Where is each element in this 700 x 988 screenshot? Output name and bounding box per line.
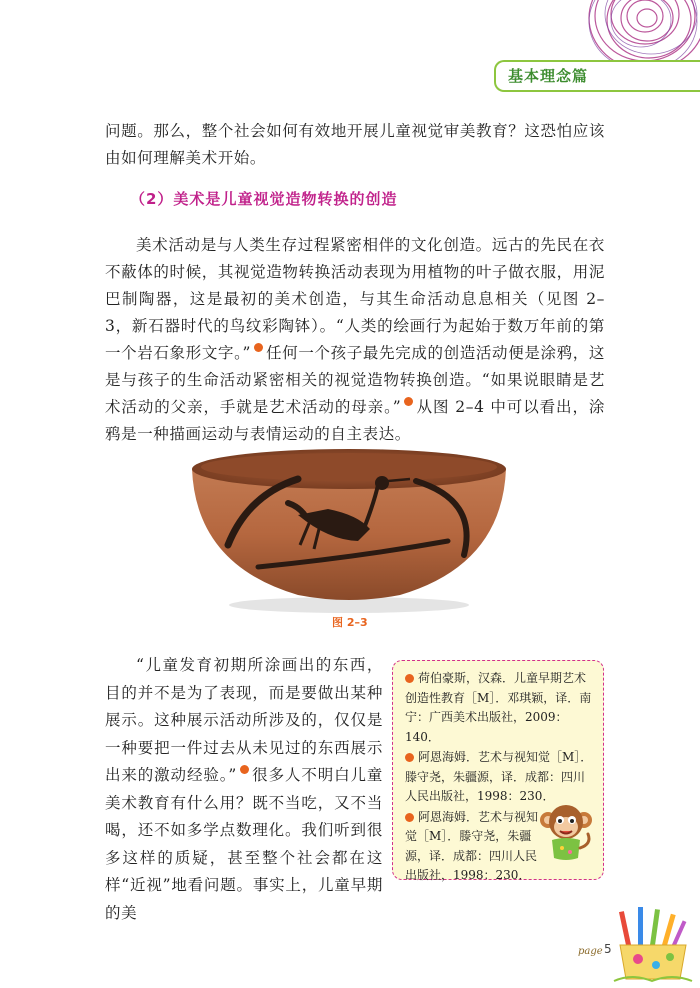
figure-caption: 图 2–3 [332,616,368,629]
footnote-text: 阿恩海姆．艺术与视知觉［M］．滕守尧，朱疆源，译．成都：四川人民出版社，1998：230． [405,809,539,882]
footnote-marker-icon [240,765,249,774]
footnote-marker-icon [254,343,263,352]
footnote-text: 阿恩海姆．艺术与视知觉［M］．滕守尧，朱疆源，译．成都：四川人民出版社，1998：230． [405,750,593,803]
monkey-mascot-icon [538,800,594,864]
paragraph-3-part-2: 很多人不明白儿童美术教育有什么用？既不当吃，又不当喝，还不如多学点数理化。我们听到很多这样的质疑，甚至整个社会都在这样“近视”地看问题。事实上，儿童早期的美 [105,766,383,922]
paragraph-2 [105,232,605,448]
paragraph-3 [105,652,383,927]
footnote-item [405,748,595,807]
paragraph-3-part-1: “儿童发育初期所涂画出的东西，目的并不是为了表现，而是要做出某种展示。这种展示活动所涉及的，仅仅是一种要把一件过去从未见过的东西展示出来的激动经验。” [105,656,383,784]
page-label: page [578,946,603,957]
pottery-bowl-image [188,445,510,620]
section-label: 基本理念篇 [508,67,589,85]
paragraph-2-part-3: 从图 2–4 中可以看出，涂鸦是一种描画运动与表情运动的自主表达。 [105,398,605,443]
footnote-marker-icon [405,813,414,822]
page-number: 5 [604,942,612,956]
footnote-text: 荷伯豪斯，汉森．儿童早期艺术创造性教育［M］．邓琪颖，译．南宁：广西美术出版社，2009：140． [405,671,592,744]
paragraph-2-part-1: 美术活动是与人类生存过程紧密相伴的文化创造。远古的先民在衣不蔽体的时候，其视觉造物转换活动表现为用植物的叶子做衣服，用泥巴制陶器，这是最初的美术创造，与其生命活动息息相关（见图 2–3，新石器时代的鸟纹彩陶钵）。“人类的绘画行为起始于数万年前的第一个岩石象形文字。” [105,236,605,362]
footnote-marker-icon [405,753,414,762]
paragraph-2-part-2: 任何一个孩子最先完成的创造活动便是涂鸦，这是与孩子的生命活动紧密相关的视觉造物转换创造。“如果说眼睛是艺术活动的父亲，手就是艺术活动的母亲。” [105,344,605,416]
pencil-cup-icon [612,905,694,983]
footnote-item [405,669,595,747]
footnote-marker-icon [404,397,413,406]
section-tab [494,60,700,92]
section-heading: （2）美术是儿童视觉造物转换的创造 [130,190,398,208]
paragraph-1: 问题。那么，整个社会如何有效地开展儿童视觉审美教育？这恐怕应该由如何理解美术开始。 [105,122,605,167]
footnote-marker-icon [405,674,414,683]
